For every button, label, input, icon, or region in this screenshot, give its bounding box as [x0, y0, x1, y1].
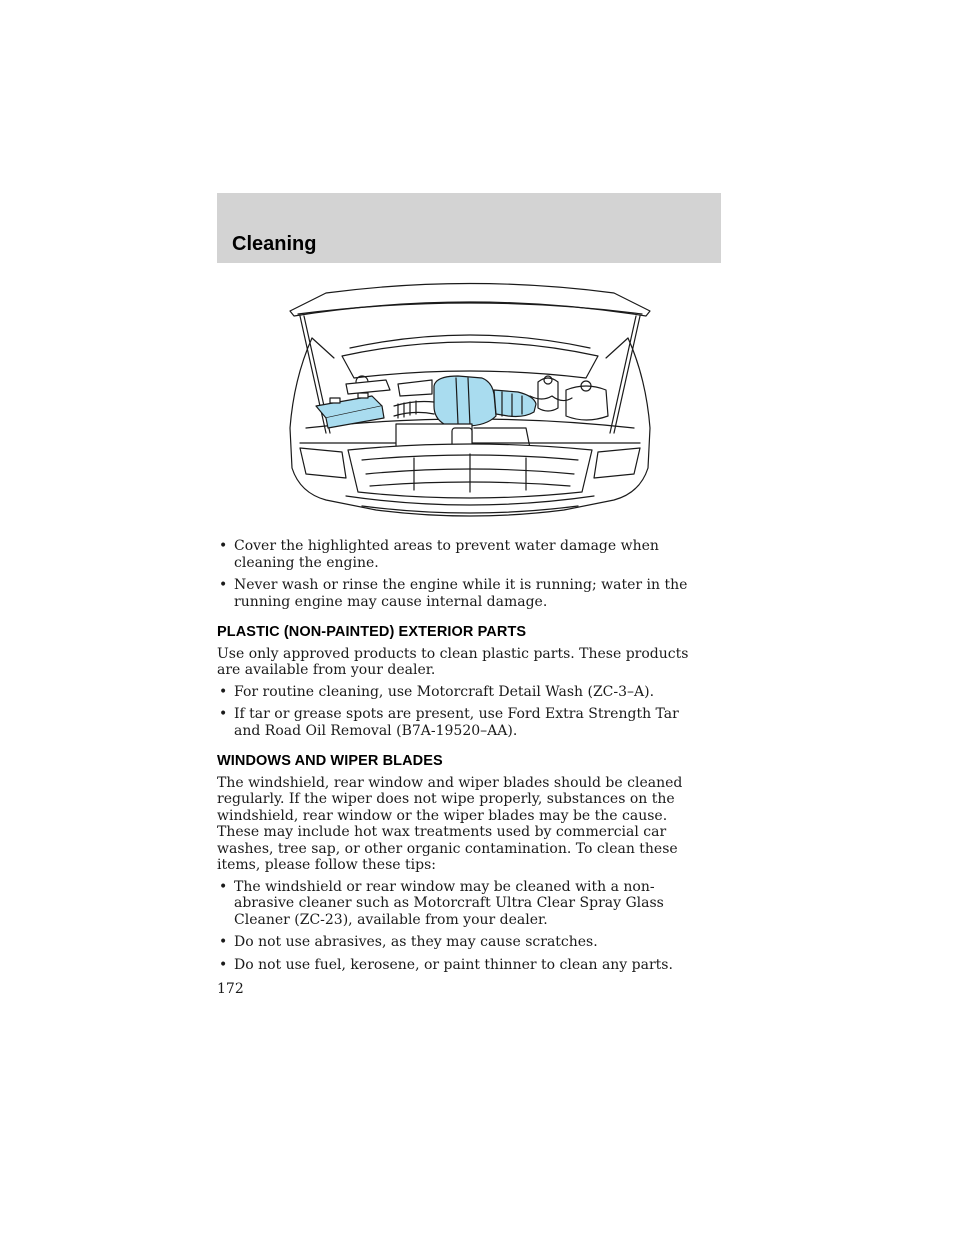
- list-item: • Do not use abrasives, as they may cause scratches.: [217, 934, 709, 951]
- windows-wipers-bullet-list: [217, 879, 709, 974]
- windows-wipers-heading: WINDOWS AND WIPER BLADES: [217, 753, 443, 769]
- list-item: • If tar or grease spots are present, use Ford Extra Strength Tar and Road Oil Removal (B7A-19520–AA).: [217, 706, 709, 739]
- list-item: • Do not use fuel, kerosene, or paint thinner to clean any parts.: [217, 957, 709, 974]
- list-item: • The windshield or rear window may be cleaned with a non-abrasive cleaner such as Motorcraft Ultra Clear Spray Glass Cleaner (ZC-23), available from your dealer.: [217, 879, 709, 929]
- list-item: • For routine cleaning, use Motorcraft Detail Wash (ZC-3–A).: [217, 684, 709, 701]
- plastic-parts-paragraph: Use only approved products to clean plastic parts. These products are available from your dealer.: [217, 645, 689, 678]
- section-title: Cleaning: [232, 233, 317, 255]
- page-number: 172: [217, 981, 244, 997]
- list-item: • Never wash or rinse the engine while it is running; water in the running engine may cause internal damage.: [217, 577, 709, 610]
- plastic-parts-bullet-list: [217, 684, 709, 740]
- engine-compartment-illustration: [286, 278, 654, 523]
- intro-bullet-list: [217, 538, 709, 610]
- windows-wipers-paragraph: The windshield, rear window and wiper blades should be cleaned regularly. If the wiper does not wipe properly, substances on the windshield, rear window or the wiper blades may be the cause. These may include hot wax treatments used by commercial car washes, tree sap, or other organic contamination. To clean these items, please follow these tips:: [217, 774, 683, 873]
- list-item: • Cover the highlighted areas to prevent water damage when cleaning the engine.: [217, 538, 709, 571]
- plastic-parts-heading: PLASTIC (NON-PAINTED) EXTERIOR PARTS: [217, 624, 527, 640]
- page-content: [217, 538, 709, 998]
- section-header: [217, 193, 721, 263]
